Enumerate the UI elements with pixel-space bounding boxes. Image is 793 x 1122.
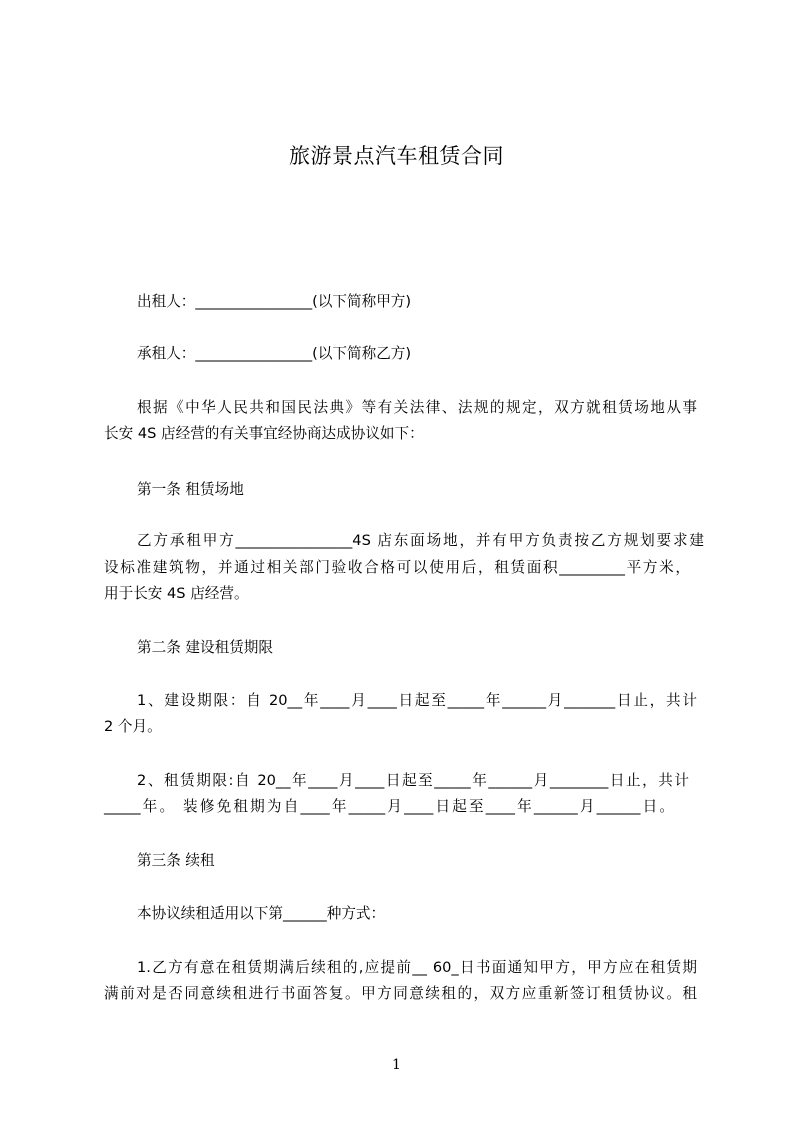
article-3-heading: 第三条 续租 (137, 852, 215, 869)
preamble-line-1: 根据《中华人民共和国民法典》等有关法律、法规的规定，双方就租赁场地从事 (137, 399, 697, 416)
article-2-item-2-line-1: 2、租赁期限:自 20__年____月____日起至_____年______月________日止，共计 (137, 772, 689, 789)
lessor-line: 出租人：________________(以下简称甲方) (137, 293, 412, 310)
article-2-item-1-line-2: 2 个月。 (104, 718, 162, 735)
article-3-item-1-line-2: 满前对是否同意续租进行书面答复。甲方同意续租的，双方应重新签订租赁协议。租 (104, 985, 697, 1002)
page-number: 1 (392, 1057, 401, 1073)
article-3-item-1-line-1: 1.乙方有意在租赁期满后续租的,应提前__ 60_日书面通知甲方，甲方应在租赁期 (137, 959, 697, 976)
article-1-line-3: 用于长安 4S 店经营。 (104, 585, 249, 602)
article-3-intro: 本协议续租适用以下第______种方式： (137, 905, 386, 922)
article-1-line-1: 乙方承租甲方________________4S 店东面场地，并有甲方负责按乙方规划要求建 (137, 532, 704, 549)
lessee-line: 承租人：________________(以下简称乙方) (137, 345, 412, 362)
preamble-line-2: 长安 4S 店经营的有关事宜经协商达成协议如下： (104, 425, 424, 442)
article-1-line-2: 设标准建筑物，并通过相关部门验收合格可以使用后，租赁面积_________平方米， (104, 559, 690, 576)
article-1-heading: 第一条 租赁场地 (137, 481, 244, 498)
document-title: 旅游景点汽车租赁合同 (289, 144, 504, 168)
article-2-item-1-line-1: 1、建设期限：自 20__年____月____日起至_____年______月_______日止，共计 (137, 692, 697, 709)
article-2-item-2-line-2: _____年。 装修免租期为自____年_____月____日起至____年______月______日。 (104, 798, 674, 815)
article-2-heading: 第二条 建设租赁期限 (137, 639, 273, 656)
